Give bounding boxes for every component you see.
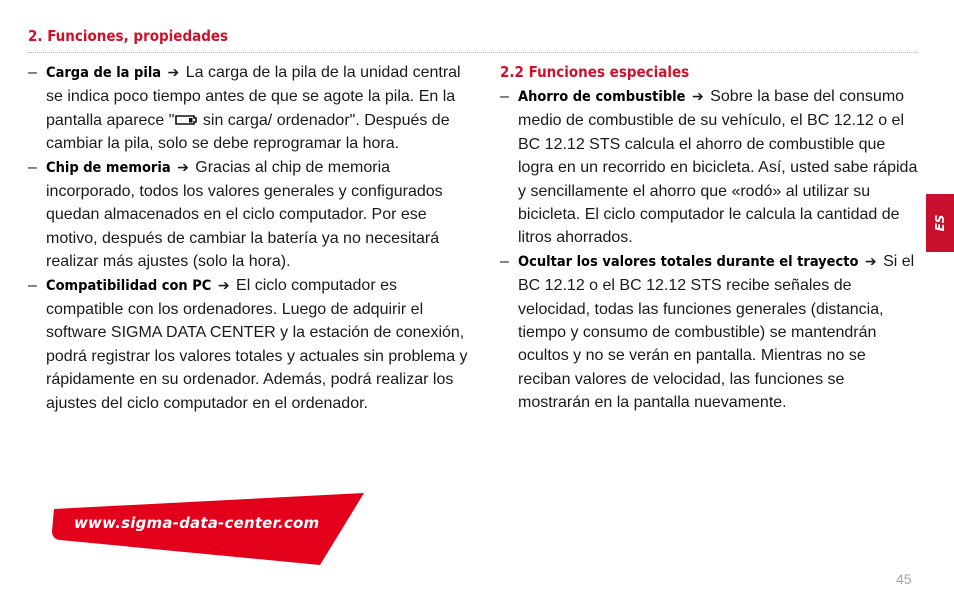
battery-low-icon [174, 114, 198, 126]
arrow-right-icon: ➔ [864, 252, 877, 269]
subsection-title: 2.2 Funciones especiales [500, 63, 690, 81]
url-link[interactable]: www.sigma-data-center.com [74, 514, 320, 532]
bullet-term: Carga de la pila [46, 65, 162, 81]
bullet-dash: – [28, 64, 37, 81]
page-number: 45 [896, 571, 912, 587]
left-column [28, 61, 468, 415]
bullet-dash: – [500, 87, 509, 105]
bullet-text-continued: sin carga/ ordenador". Después de cambiar la pila, solo se debe reprogramar la hora. [46, 111, 450, 153]
arrow-right-icon: ➔ [167, 64, 180, 80]
bullet-text: La carga de la pila de la unidad central se indica poco tiempo antes de que se agote la pila. En la pantalla aparece " [46, 64, 461, 129]
bullet-hide-totals [500, 250, 920, 415]
dotted-divider [28, 52, 918, 53]
language-label: ES [933, 214, 947, 232]
bullet-term: Chip de memoria [46, 159, 171, 176]
right-column [500, 61, 920, 415]
arrow-right-icon: ➔ [691, 87, 704, 104]
language-tab [926, 194, 954, 252]
arrow-right-icon: ➔ [177, 158, 189, 175]
bullet-term: Compatibilidad con PC [46, 277, 212, 294]
arrow-right-icon: ➔ [217, 276, 230, 293]
bullet-dash: – [28, 276, 37, 294]
bullet-pc-compat [28, 274, 468, 415]
bullet-battery [28, 61, 468, 156]
bullet-text: Sobre la base del consumo medio de combustible de su vehículo, el BC 12.12 o el BC 12.12 STS calcula el ahorro de combustible que logra en un recorrido en bicicleta. Así, usted sabe rápida y sencillamente el ahorro que «rodó» al utilizar su bicicleta. El ciclo computador le calcula la cantidad de litros ahorrados. [518, 87, 918, 247]
bullet-text: Gracias al chip de memoria incorporado, todos los valores generales y configurados quedan almacenados en el ciclo computador. Por ese motivo, después de cambiar la batería ya no necesitará realizar más ajustes (solo la hora). [46, 158, 443, 271]
bullet-term: Ahorro de combustible [518, 88, 686, 105]
section-title: 2. Funciones, propiedades [28, 27, 229, 45]
bullet-text: El ciclo computador es compatible con los ordenadores. Luego de adquirir el software SIGMA DATA CENTER y la estación de conexión, podrá registrar los valores totales y actuales sin problema y rápidamente en su ordenador. Además, podrá realizar los ajustes del ciclo computador en el ordenador. [46, 276, 468, 412]
bullet-dash: – [500, 252, 509, 270]
bullet-text: Si el BC 12.12 o el BC 12.12 STS recibe señales de velocidad, todas las funciones generales (distancia, tiempo y consumo de combustible) se mantendrán ocultos y no se verán en pantalla. Mientras no se reciban valores de velocidad, las funciones se mostrarán en la pantalla nuevamente. [518, 252, 915, 412]
bullet-term: Ocultar los valores totales durante el trayecto [518, 253, 859, 270]
bullet-dash: – [28, 158, 37, 176]
bullet-memory-chip [28, 156, 468, 274]
bullet-fuel-saving [500, 85, 920, 250]
